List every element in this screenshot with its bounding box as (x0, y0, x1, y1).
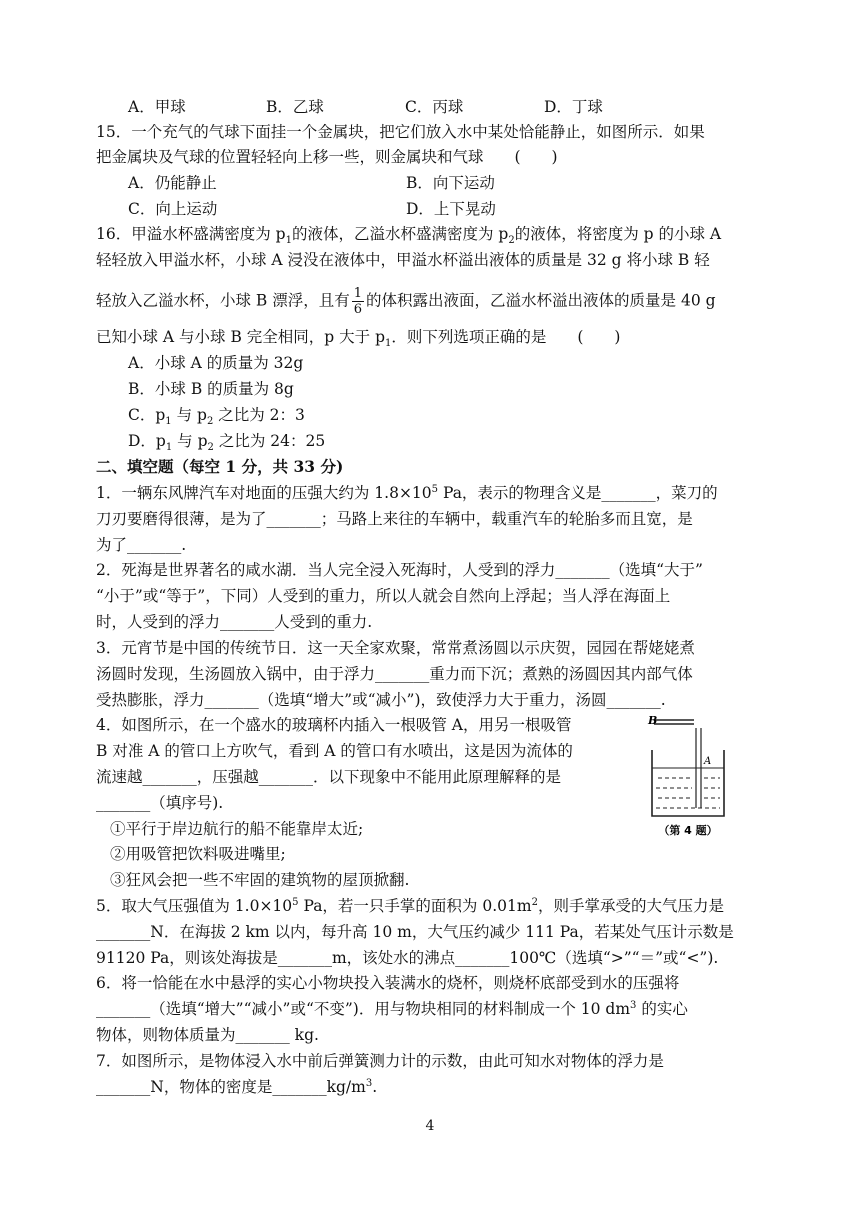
f4-item-2: ②用吸管把饮料吸进嘴里; (110, 845, 286, 863)
f2-line-3: 时，人受到的浮力_______人受到的重力. (96, 613, 373, 631)
f6-line-2: _______（选填“增大”“减小”或“不变”)．用与物块相同的材料制成一个 10 $dm^3$ 的实心 (96, 999, 688, 1018)
f4-line-4: _______（填序号). (96, 794, 224, 812)
q15-option-c: C．向上运动 (128, 200, 218, 218)
q16-line-2: 轻轻放入甲溢水杯，小球 A 浸没在液体中，甲溢水杯溢出液体的质量是 32 g 将小球 B 轻 (96, 251, 710, 269)
figure-label-a: A (704, 756, 712, 767)
figure-caption: （第 4 题） (658, 824, 718, 837)
q14-option-a: A．甲球 (128, 98, 186, 116)
page-number: 4 (425, 1118, 435, 1134)
beaker-diagram (640, 712, 736, 840)
f4-item-1: ①平行于岸边航行的船不能靠岸太近; (110, 820, 364, 838)
q16-option-d: D．$p_1$ 与 $p_2$ 之比为 24：25 (128, 432, 326, 454)
q16-option-c: C．$p_1$ 与 $p_2$ 之比为 2：3 (128, 406, 305, 428)
section-2-heading: 二、填空题（每空 1 分，共 33 分) (96, 457, 344, 476)
q15-line-1: 15．一个充气的气球下面挂一个金属块，把它们放入水中某处恰能静止，如图所示．如果 (96, 123, 705, 141)
f4-item-3: ③狂风会把一些不牢固的建筑物的屋顶掀翻. (110, 871, 410, 889)
f4-line-2: B 对准 A 的管口上方吹气，看到 A 的管口有水喷出，这是因为流体的 (96, 742, 573, 760)
f3-line-3: 受热膨胀，浮力_______（选填“增大”或“减小”)，致使浮力大于重力，汤圆_______. (96, 691, 666, 709)
q16-line-1: 16．甲溢水杯盛满密度为 $p_1$的液体，乙溢水杯盛满密度为 $p_2$的液体，将密度为 p 的小球 A (96, 225, 722, 247)
f5-line-1: 5．取大气压强值为 $1.0\times 10^5$ Pa，若一只手掌的面积为 $0.01m^2$，则手掌承受的大气压力是 (96, 896, 724, 915)
f1-line-2: 刀刃要磨得很薄，是为了_______；马路上来往的车辆中，载重汽车的轮胎多而且宽，是 (96, 510, 693, 528)
fraction-one-sixth: $\frac{1}{6}$ (353, 286, 363, 317)
f6-line-1: 6．将一恰能在水中悬浮的实心小物块投入装满水的烧杯，则烧杯底部受到水的压强将 (96, 974, 680, 992)
f1-line-3: 为了_______. (96, 536, 187, 554)
q16-line-3: 轻放入乙溢水杯，小球 B 漂浮，且有 $\frac{1}{6}$ 的体积露出液面，乙溢水杯溢出液体的质量是 40 g (96, 286, 716, 317)
q15-option-d: D．上下晃动 (406, 200, 496, 218)
q15-line-2: 把金属块及气球的位置轻轻向上移一些，则金属块和气球 ( ) (96, 148, 558, 166)
q14-option-d: D．丁球 (544, 98, 603, 116)
f2-line-2: “小于”或“等于”，下同）人受到的重力，所以人就会自然向上浮起；当人浮在海面上 (96, 587, 671, 605)
f6-line-3: 物体，则物体质量为_______ kg. (96, 1026, 319, 1044)
q16-option-b: B．小球 B 的质量为 8g (128, 380, 294, 398)
q16-line-4: 已知小球 A 与小球 B 完全相同，p 大于 $p_1$．则下列选项正确的是 ( ) (96, 328, 621, 350)
f5-line-2: _______N．在海拔 2 km 以内，每升高 10 m，大气压约减少 111 Pa，若某处气压计示数是 (96, 923, 734, 941)
q14-option-b: B．乙球 (266, 98, 324, 116)
q16-option-a: A．小球 A 的质量为 32g (128, 354, 304, 372)
straw-beaker-figure (640, 712, 736, 840)
q15-option-b: B．向下运动 (406, 174, 495, 192)
f3-line-2: 汤圆时发现，生汤圆放入锅中，由于浮力_______重力而下沉；煮熟的汤圆因其内部气体 (96, 665, 693, 683)
q14-option-c: C．丙球 (405, 98, 464, 116)
f7-line-2: _______N，物体的密度是$\_\_\_\_\_\_\_kg/m^3$. (96, 1077, 378, 1096)
f4-line-1: 4．如图所示，在一个盛水的玻璃杯内插入一根吸管 A，用另一根吸管 (96, 716, 572, 734)
q15-option-a: A．仍能静止 (128, 174, 217, 192)
f2-line-1: 2．死海是世界著名的咸水湖．当人完全浸入死海时，人受到的浮力_______（选填“大于” (96, 561, 703, 579)
f7-line-1: 7．如图所示，是物体浸入水中前后弹簧测力计的示数，由此可知水对物体的浮力是 (96, 1052, 664, 1070)
f4-line-3: 流速越_______，压强越_______．以下现象中不能用此原理解释的是 (96, 768, 562, 786)
figure-label-b: B (648, 714, 658, 727)
f5-line-3: 91120 Pa，则该处海拔是_______m，该处水的沸点_______100℃（选填“>”“＝”或“<”). (96, 949, 719, 967)
f3-line-1: 3．元宵节是中国的传统节日．这一天全家欢聚，常常煮汤圆以示庆贺，园园在帮姥姥煮 (96, 639, 695, 657)
f1-line-1: 1．一辆东风牌汽车对地面的压强大约为 $1.8\times 10^5$ Pa，表示的物理含义是_______，菜刀的 (96, 483, 718, 502)
